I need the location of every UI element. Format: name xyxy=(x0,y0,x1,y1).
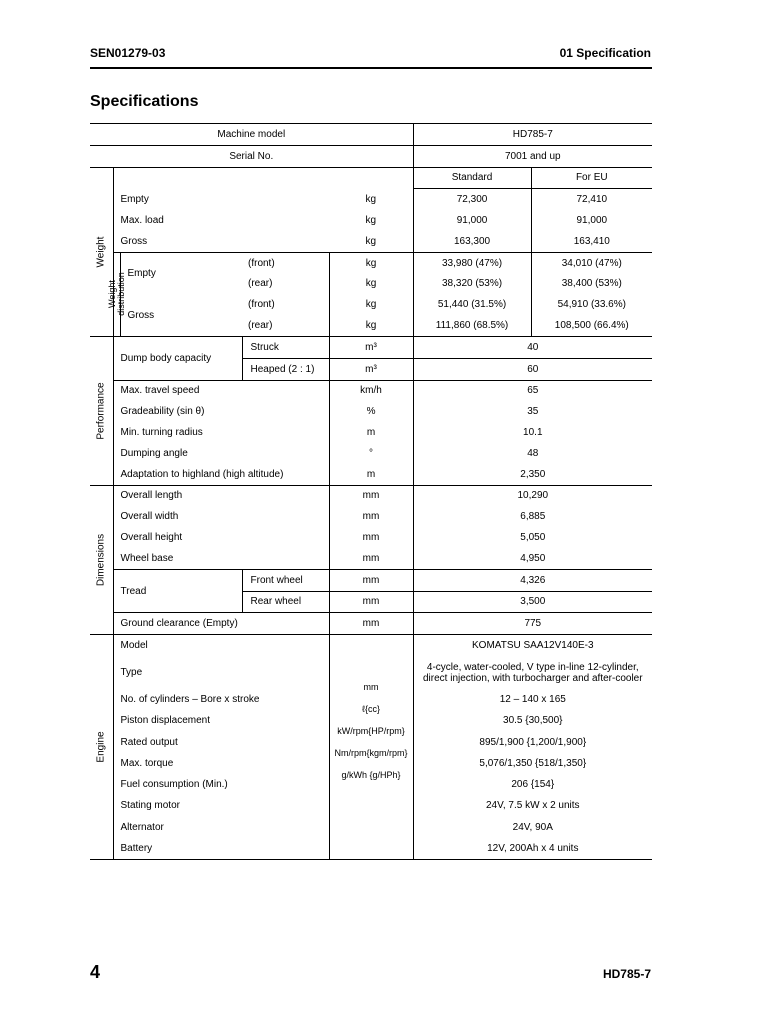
row-dim-1: Overall width mm 6,885 xyxy=(90,506,652,527)
row-dist-empty-front: Weight distribution Empty (front) kg 33,980 (47%) 34,010 (47%) xyxy=(90,252,652,273)
row-dist-gross-rear: (rear) kg 111,860 (68.5%) 108,500 (66.4%) xyxy=(90,315,652,336)
row-perf-3: Dumping angle ° 48 xyxy=(90,443,652,464)
row-engine-5: Max. torque 5,076/1,350 {518/1,350} xyxy=(120,757,587,769)
row-serial xyxy=(90,145,652,167)
row-weight-maxload: Max. load kg 91,000 91,000 xyxy=(90,210,652,231)
row-clearance: Ground clearance (Empty) mm 775 xyxy=(90,613,652,635)
row-dist-gross-front: Gross (front) kg 51,440 (31.5%) 54,910 (33.6%) xyxy=(90,294,652,315)
group-performance-label: Performance xyxy=(90,336,113,485)
row-weight-gross: Gross kg 163,300 163,410 xyxy=(90,231,652,252)
footer-page-number: 4 xyxy=(90,962,101,982)
row-perf-1: Gradeability (sin θ) % 35 xyxy=(90,401,652,422)
row-tread-front: Tread Front wheel mm 4,326 xyxy=(90,569,652,591)
row-machine-model xyxy=(90,124,652,146)
row-engine-6: Fuel consumption (Min.) 206 {154} xyxy=(120,779,555,791)
group-weight-dist-label: Weight distribution xyxy=(113,252,120,336)
row-columns xyxy=(90,167,652,189)
col-eu: For EU xyxy=(531,167,652,189)
row-perf-4: Adaptation to highland (high altitude) m 2,350 xyxy=(90,464,652,485)
group-engine-label: Engine xyxy=(90,635,113,860)
engine-units: mm ℓ{cc} kW/rpm{HP/rpm} Nm/rpm{kgm/rpm} g/kWh {g/HPh} xyxy=(329,635,413,860)
row-engine-9: Battery 12V, 200Ah x 4 units xyxy=(90,838,652,860)
row-dump-heaped: Heaped (2 : 1) m³ 60 xyxy=(90,358,652,380)
header-section: 01 Specification xyxy=(559,46,651,60)
machine-model-label: Machine model xyxy=(90,124,413,146)
group-weight-label: Weight xyxy=(90,167,113,336)
row-engine-3: Piston displacement 30.5 {30,500} xyxy=(120,715,563,727)
serial-label: Serial No. xyxy=(90,145,413,167)
machine-model-value: HD785-7 xyxy=(413,124,652,146)
row-tread-rear: Rear wheel mm 3,500 xyxy=(90,591,652,613)
row-perf-2: Min. turning radius m 10.1 xyxy=(90,422,652,443)
row-dim-2: Overall height mm 5,050 xyxy=(90,527,652,548)
group-dimensions-label: Dimensions xyxy=(90,485,113,635)
row-engine-2: No. of cylinders – Bore x stroke 12 – 140 x 165 xyxy=(120,694,566,706)
specifications-table xyxy=(90,123,652,860)
header-doc-id: SEN01279-03 xyxy=(90,46,166,60)
page-title: Specifications xyxy=(90,93,199,110)
row-engine-4: Rated output 895/1,900 {1,200/1,900} xyxy=(120,736,587,748)
row-dump-struck: Performance Dump body capacity Struck m³ 40 xyxy=(90,336,652,358)
row-dim-3: Wheel base mm 4,950 xyxy=(90,548,652,569)
col-standard: Standard xyxy=(413,167,531,189)
row-engine-1: Type 4-cycle, water-cooled, V type in-line 12-cylinder, direct injection, with turbocharger and after-cooler xyxy=(120,661,643,684)
row-perf-0: Max. travel speed km/h 65 xyxy=(90,380,652,401)
footer-model: HD785-7 xyxy=(602,967,651,981)
row-engine-0: Engine Model mm ℓ{cc} kW/rpm{HP/rpm} Nm/rpm{kgm/rpm} g/kWh {g/HPh} KOMATSU SAA12V140E-3 xyxy=(90,635,652,657)
row-engine-8: Alternator 24V, 90A xyxy=(120,821,553,833)
row-dim-0: Dimensions Overall length mm 10,290 xyxy=(90,485,652,506)
row-dist-empty-rear: (rear) kg 38,320 (53%) 38,400 (53%) xyxy=(90,274,652,295)
row-engine-7: Stating motor 24V, 7.5 kW x 2 units xyxy=(120,800,580,812)
row-weight-empty: Empty kg 72,300 72,410 xyxy=(90,189,652,210)
header-rule xyxy=(90,67,652,69)
serial-value: 7001 and up xyxy=(413,145,652,167)
